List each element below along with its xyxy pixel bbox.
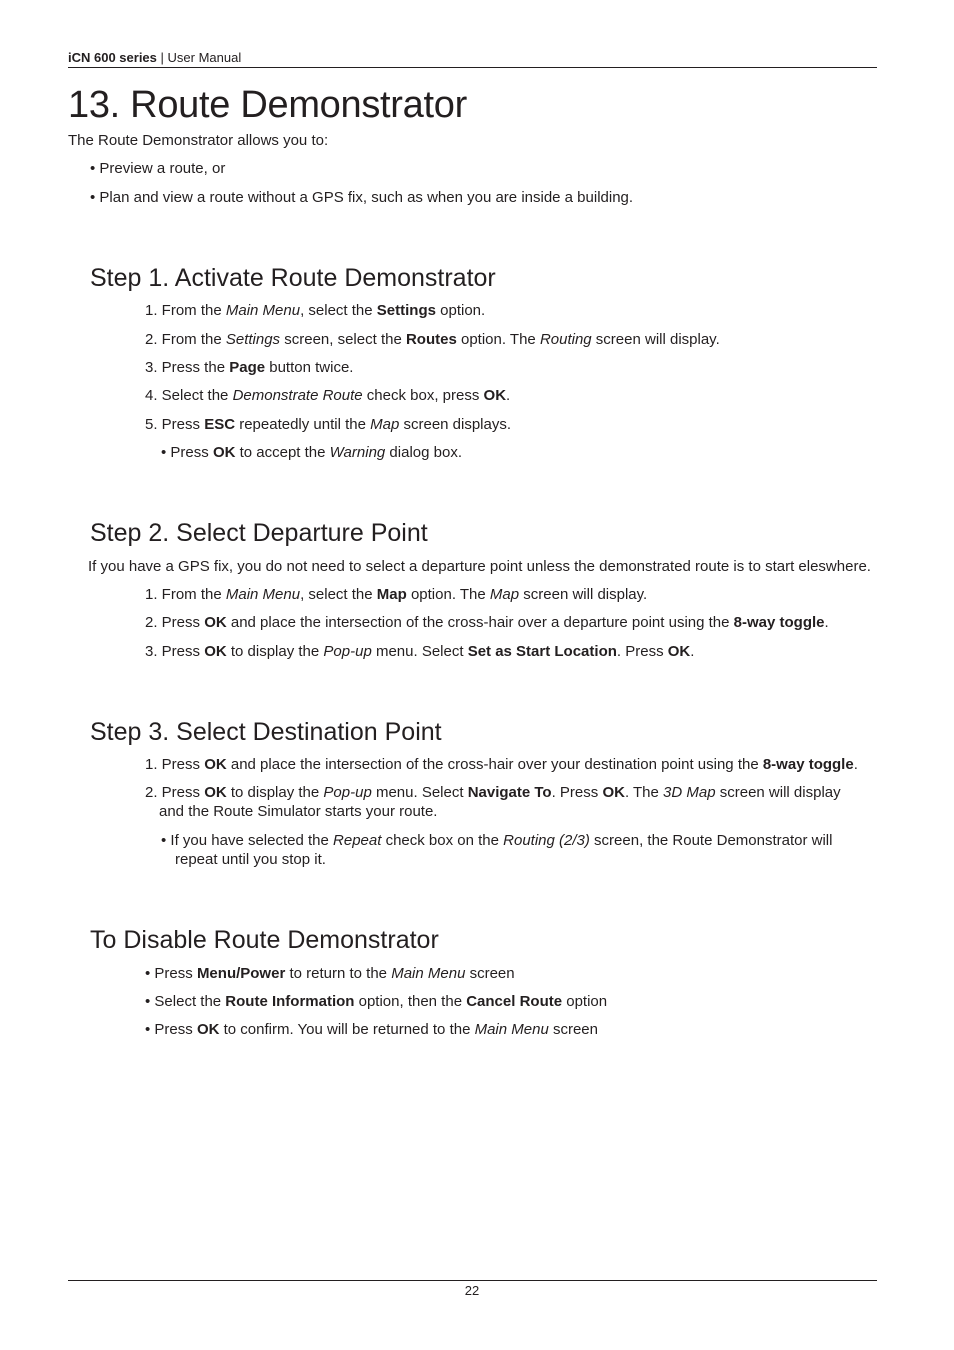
italic-term: Routing (2/3) — [503, 832, 590, 849]
italic-term: Demonstrate Route — [232, 387, 363, 404]
text: dialog box. — [385, 444, 462, 461]
text: screen will display. — [519, 586, 648, 603]
bold-term: ESC — [204, 416, 236, 433]
step2-note: If you have a GPS fix, you do not need to select a departure point unless the demonstrated route is to start eleswhere. — [88, 558, 871, 575]
disable-heading: To Disable Route Demonstrator — [90, 926, 439, 954]
bold-term: 8-way toggle — [733, 614, 825, 631]
text: . — [853, 756, 858, 773]
bold-term: OK — [204, 784, 227, 801]
text: screen — [465, 965, 515, 982]
text: to return to the — [285, 965, 392, 982]
text: option, then the — [354, 993, 467, 1010]
step1-item-3 — [145, 358, 353, 377]
text: • Press — [161, 444, 213, 461]
bold-term: Settings — [376, 302, 436, 319]
bold-term: OK — [204, 756, 227, 773]
disable-item-3 — [145, 1020, 598, 1039]
text: menu. Select — [371, 784, 468, 801]
text: to display the — [226, 784, 324, 801]
italic-term: Repeat — [333, 832, 382, 849]
text: 3. Press — [145, 643, 205, 660]
bold-term: OK — [602, 784, 625, 801]
step2-item-1 — [145, 585, 647, 604]
bold-term: Cancel Route — [466, 993, 563, 1010]
page-number: 22 — [464, 1283, 480, 1298]
header-rule — [68, 67, 877, 68]
step1-sub-bullet — [161, 443, 462, 462]
bold-term: 8-way toggle — [762, 756, 854, 773]
italic-term: Map — [370, 416, 400, 433]
text: screen will display. — [591, 331, 720, 348]
text: screen, select the — [280, 331, 406, 348]
bold-term: OK — [204, 643, 227, 660]
bold-term: Map — [376, 586, 407, 603]
italic-term: Main Menu — [474, 1021, 549, 1038]
bold-term: Navigate To — [467, 784, 552, 801]
bold-term: Route Information — [225, 993, 355, 1010]
italic-term: Pop-up — [323, 784, 372, 801]
bold-term: Menu/Power — [196, 965, 286, 982]
text: • Select the — [145, 993, 226, 1010]
step1-item-1 — [145, 301, 485, 320]
italic-term: Main Menu — [391, 965, 466, 982]
text: to confirm. You will be returned to the — [219, 1021, 475, 1038]
text: 2. Press — [145, 614, 205, 631]
text: menu. Select — [371, 643, 468, 660]
italic-term: Routing — [539, 331, 592, 348]
text: to display the — [226, 643, 324, 660]
text: . — [824, 614, 829, 631]
footer-rule — [68, 1280, 877, 1281]
text: • Press — [145, 1021, 197, 1038]
step3-heading: Step 3. Select Destination Point — [90, 718, 442, 746]
text: to accept the — [235, 444, 330, 461]
step3-sub-bullet — [161, 831, 832, 869]
bold-term: OK — [212, 444, 236, 461]
step1-item-2 — [145, 330, 720, 349]
chapter-title: 13. Route Demonstrator — [68, 84, 467, 126]
bold-term: OK — [204, 614, 227, 631]
italic-term: 3D Map — [663, 784, 716, 801]
bold-term: OK — [196, 1021, 220, 1038]
text: check box, press — [362, 387, 484, 404]
text: and place the intersection of the cross-hair over a departure point using the — [226, 614, 734, 631]
text: 4. Select the — [145, 387, 233, 404]
text: • Press — [145, 965, 197, 982]
step2-item-3 — [145, 642, 694, 661]
text: check box on the — [381, 832, 504, 849]
italic-term: Pop-up — [323, 643, 372, 660]
text-continuation: and the Route Simulator starts your route. — [159, 803, 438, 820]
text: option. The — [456, 331, 540, 348]
header-doc-title: User Manual — [167, 50, 242, 65]
bold-term: Routes — [405, 331, 457, 348]
step2-item-2 — [145, 613, 829, 632]
intro-lead: The Route Demonstrator allows you to: — [68, 132, 329, 149]
intro-bullet-plan: • Plan and view a route without a GPS fix, such as when you are inside a building. — [90, 189, 634, 206]
text: . Press — [616, 643, 668, 660]
italic-term: Settings — [225, 331, 281, 348]
text-continuation: repeat until you stop it. — [175, 851, 326, 868]
text: . The — [624, 784, 664, 801]
header-separator: | — [160, 50, 164, 65]
bold-term: OK — [483, 387, 507, 404]
header-product: iCN 600 series — [68, 50, 157, 65]
text: screen — [548, 1021, 598, 1038]
text: option. The — [406, 586, 490, 603]
text: 1. From the — [145, 586, 226, 603]
bold-term: Page — [229, 359, 266, 376]
bold-term: Set as Start Location — [467, 643, 617, 660]
text: screen will display — [715, 784, 841, 801]
text: 5. Press — [145, 416, 205, 433]
text: option — [562, 993, 608, 1010]
disable-item-1 — [145, 964, 515, 983]
text: • If you have selected the — [161, 832, 334, 849]
text: option. — [435, 302, 486, 319]
text: 3. Press the — [145, 359, 230, 376]
step3-item-2 — [145, 783, 841, 821]
disable-item-2 — [145, 992, 607, 1011]
text: 1. Press — [145, 756, 205, 773]
italic-term: Map — [489, 586, 520, 603]
text: and place the intersection of the cross-hair over your destination point using the — [226, 756, 763, 773]
text: button twice. — [265, 359, 354, 376]
text: 1. From the — [145, 302, 226, 319]
italic-term: Main Menu — [225, 586, 301, 603]
text: 2. Press — [145, 784, 205, 801]
text: . Press — [551, 784, 603, 801]
text: repeatedly until the — [235, 416, 371, 433]
step3-item-1 — [145, 755, 858, 774]
step1-heading: Step 1. Activate Route Demonstrator — [90, 264, 496, 292]
step1-item-5 — [145, 415, 511, 434]
text: 2. From the — [145, 331, 226, 348]
text: . — [506, 387, 511, 404]
text: screen, the Route Demonstrator will — [589, 832, 833, 849]
italic-term: Warning — [329, 444, 386, 461]
text: , select the — [300, 302, 377, 319]
step2-heading: Step 2. Select Departure Point — [90, 519, 428, 547]
italic-term: Main Menu — [225, 302, 301, 319]
text: . — [690, 643, 695, 660]
intro-bullet-preview: • Preview a route, or — [90, 160, 226, 177]
text: screen displays. — [399, 416, 512, 433]
bold-term: OK — [667, 643, 691, 660]
step1-item-4 — [145, 386, 510, 405]
text: , select the — [300, 586, 377, 603]
running-header — [68, 50, 241, 65]
